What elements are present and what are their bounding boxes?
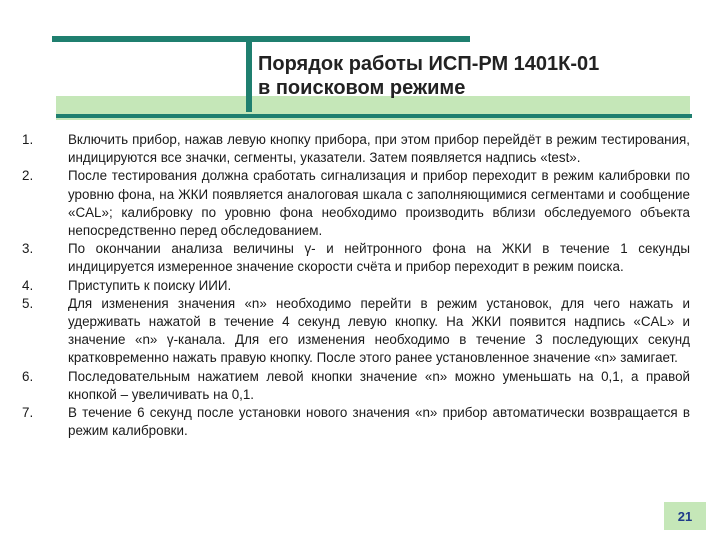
item-number: 1. <box>22 132 34 147</box>
title-line-2: в поисковом режиме <box>258 77 466 99</box>
item-number: 7. <box>22 405 34 421</box>
item-text: Приступить к поиску ИИИ. <box>68 277 232 293</box>
item-number: 2. <box>22 168 34 184</box>
item-text: После тестирования должна сработать сигнализация и прибор переходит в режим калибровки по уровню фона, на ЖКИ появляется аналоговая шкала с заполняющимися сегментами и сообщение «CAL»; калибровку по уровню фона необходимо производить вблизи обследуемого объекта непосредственно перед обследованием. <box>68 168 690 239</box>
decor-bar-top <box>52 36 470 42</box>
title-line-1: Порядок работы ИСП-РМ 1401К-01 <box>258 53 600 75</box>
list-item <box>20 368 690 404</box>
list-item <box>20 277 690 295</box>
item-text: Для изменения значения «n» необходимо перейти в режим установок, для чего нажать и удерживать нажатой в течение 4 секунд левую кнопку. На ЖКИ появится надпись «CAL» и значение «n» γ-канала. Для его изменения необходимо в течение 3 последующих секунд кратковременно нажать правую кнопку. После этого ранее установленное значение «n» замигает. <box>68 295 690 366</box>
item-number: 6. <box>22 368 34 384</box>
slide-title <box>258 52 698 100</box>
list-item <box>20 167 690 240</box>
list-item <box>20 131 690 167</box>
page-number: 21 <box>677 508 693 524</box>
item-text: В течение 6 секунд после установки нового значения «n» прибор автоматически возвращается в режим калибровки. <box>68 405 690 439</box>
item-text: Включить прибор, нажав левую кнопку прибора, при этом прибор перейдёт в режим тестирования, индицируются все значки, сегменты, указатели. Затем появляется надпись «test». <box>68 132 690 166</box>
item-number: 5. <box>22 295 34 311</box>
item-number: 4. <box>22 277 34 293</box>
item-text: По окончании анализа величины γ- и нейтронного фона на ЖКИ в течение 1 секунды индицируется измеренное значение скорости счёта и прибор переходит в режим поиска. <box>68 241 690 275</box>
instruction-list <box>20 131 690 440</box>
list-item <box>20 240 690 276</box>
decor-bar-bottom <box>56 114 692 118</box>
item-number: 3. <box>22 241 34 257</box>
decor-bar-vertical <box>246 36 252 112</box>
page-number-badge <box>664 502 706 530</box>
list-item <box>20 404 690 440</box>
item-text: Последовательным нажатием левой кнопки значение «n» можно уменьшать на 0,1, а правой кнопкой – увеличивать на 0,1. <box>68 368 690 402</box>
list-item <box>20 295 690 368</box>
